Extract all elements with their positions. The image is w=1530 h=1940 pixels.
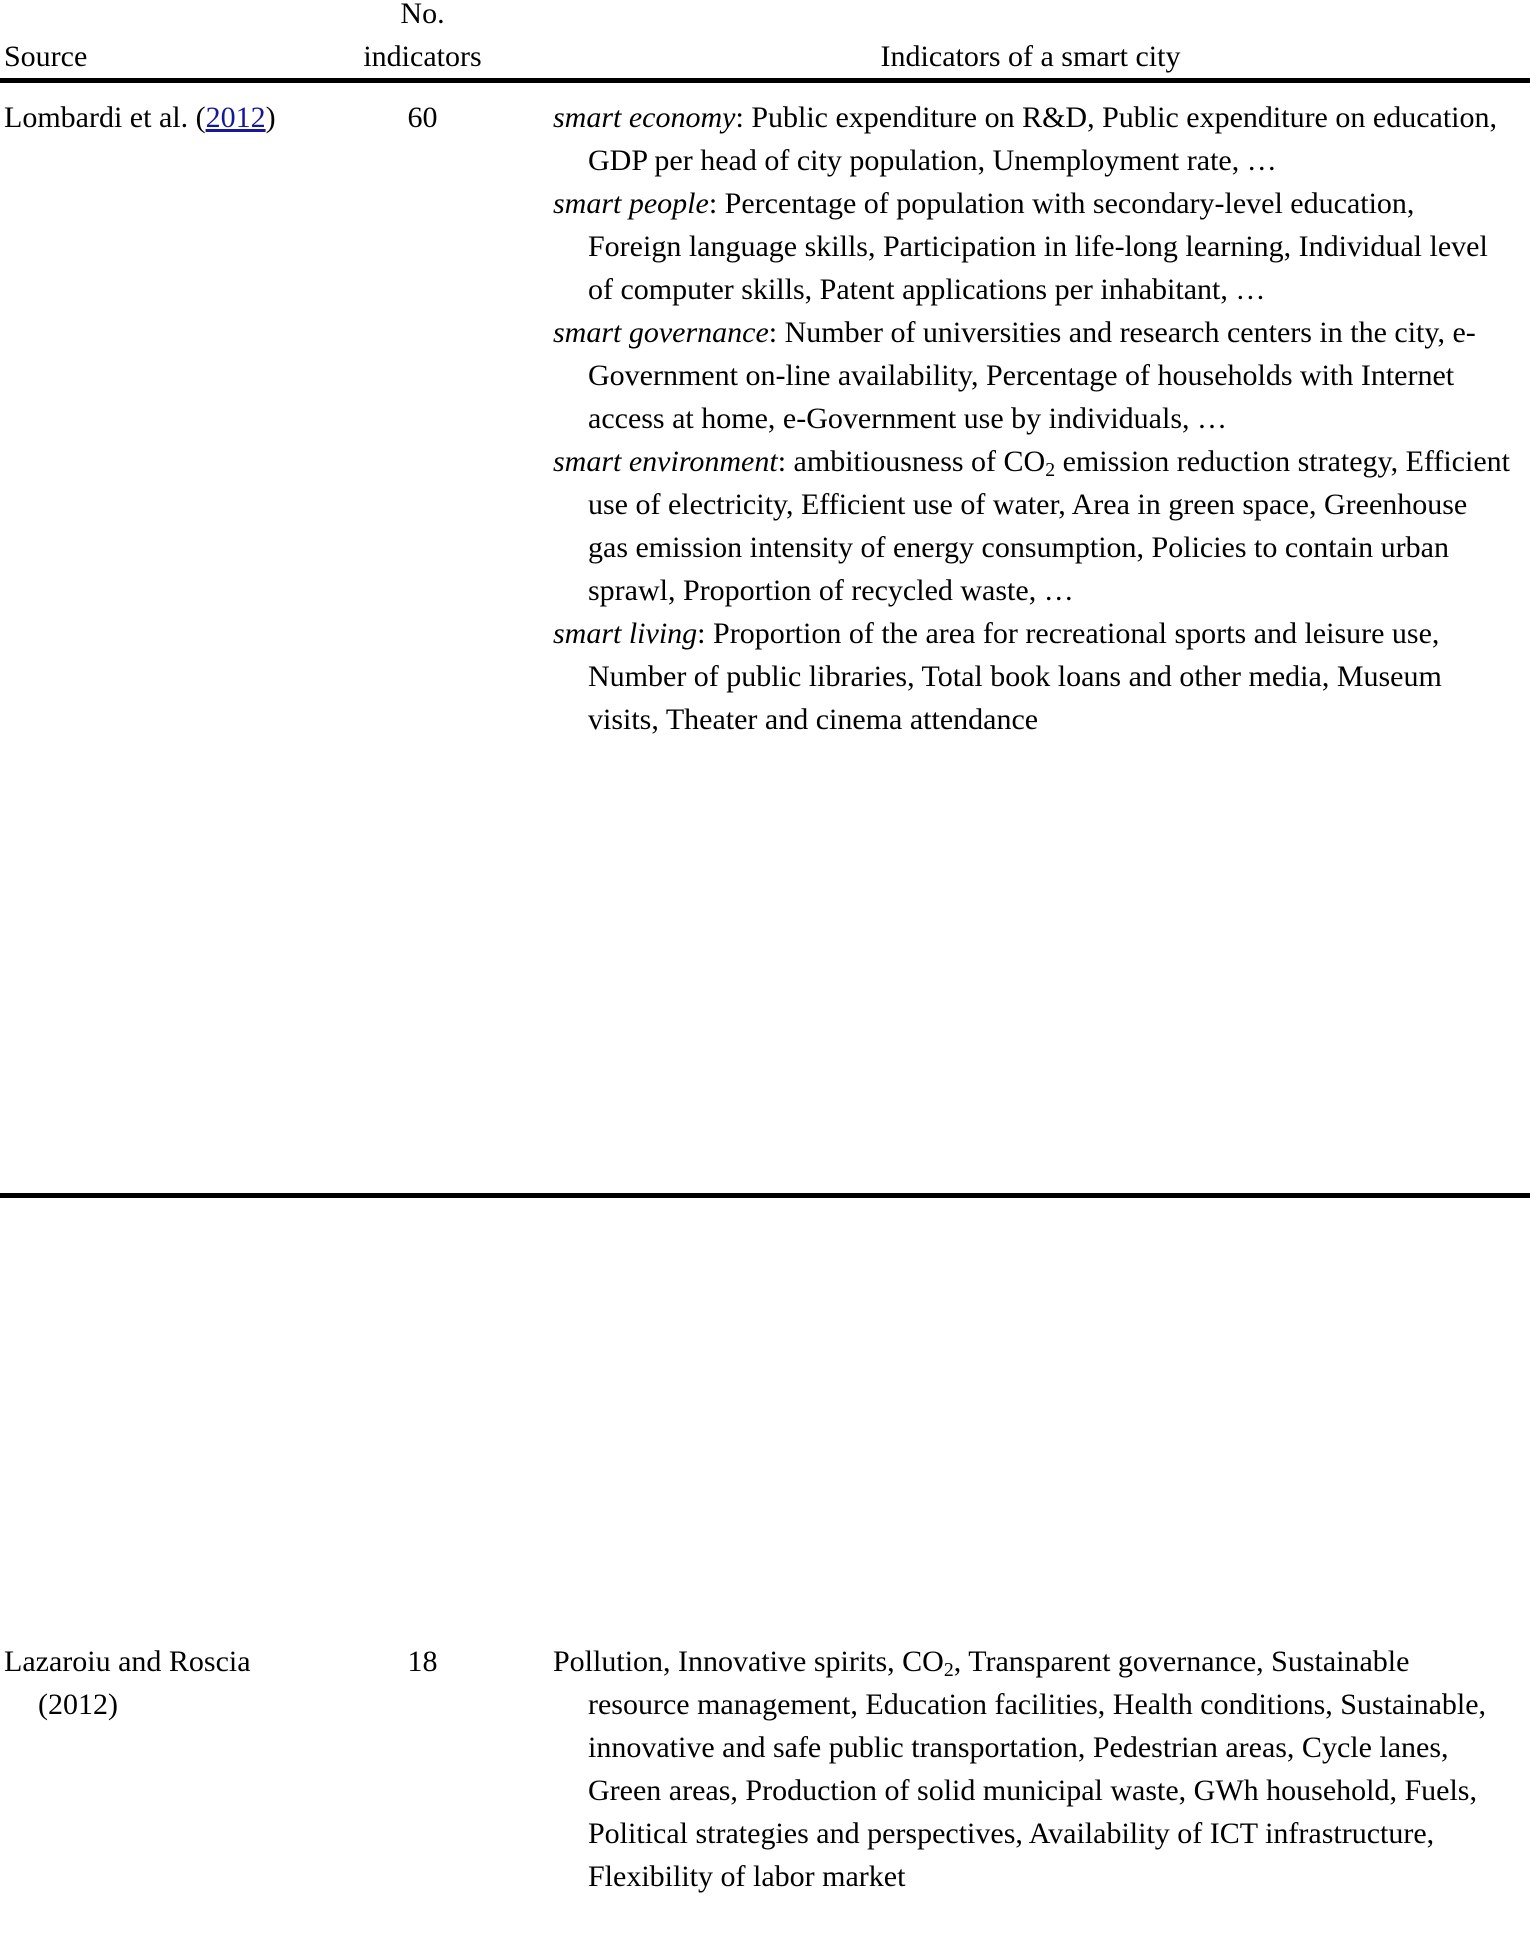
indicator-category-label: smart environment	[553, 445, 778, 478]
co2-subscript: 2	[1045, 458, 1056, 481]
indicator-text: Number of universities and research centers in the city, e-Government on-line availability, Percentage of households with Internet access at home, e-Government use by individuals, …	[588, 316, 1476, 435]
indicator-separator: :	[768, 316, 785, 349]
bottom-rule	[0, 1193, 1530, 1198]
indicator-separator: :	[777, 445, 794, 478]
column-header-no-indicators	[300, 0, 545, 78]
cell-indicators	[553, 1640, 1510, 1898]
column-header-indicators: Indicators of a smart city	[880, 40, 1181, 73]
column-header-source: Source	[4, 40, 88, 73]
cell-source	[4, 96, 294, 139]
indicator-text-part2: , Transparent governance, Sustainable resource management, Education facilities, Health conditions, Sustainable, innovative and safe public transportation, Pedestrian areas, Cycle lanes, Green areas, Production of solid municipal waste, GWh household, Fuels, Political strategies and perspectives, Availability of ICT infrastructure, Flexibility of labor market	[588, 1645, 1487, 1893]
citation-year-link[interactable]: 2012	[205, 101, 266, 134]
indicator-text: Public expenditure on R&D, Public expenditure on education, GDP per head of city population, Unemployment rate, …	[588, 101, 1497, 177]
indicator-category-label: smart economy	[553, 101, 736, 134]
table-header	[0, 0, 1530, 78]
source-name-text: Lombardi et al. (	[4, 101, 206, 134]
indicator-category-label: smart governance	[553, 316, 769, 349]
cell-source: Lazaroiu and Roscia (2012)	[4, 1645, 251, 1721]
indicator-separator: :	[697, 617, 714, 650]
table-row	[0, 1640, 1530, 1940]
cell-indicators	[553, 96, 1510, 741]
cell-no-indicators: 60	[407, 101, 438, 134]
table-body	[0, 96, 1530, 1893]
indicator-paragraph-smart-environment	[553, 440, 1510, 612]
indicator-paragraph-smart-living	[553, 612, 1510, 741]
column-header-no-indicators-line2: indicators	[363, 40, 482, 73]
indicator-text-part2: emission reduction strategy, Efficient use of electricity, Efficient use of water, Area in green space, Greenhouse gas emission intensity of energy consumption, Policies to contain urban sprawl, Proportion of recycled waste, …	[588, 445, 1510, 607]
indicator-paragraph-smart-governance	[553, 311, 1510, 440]
indicator-text-part1: Pollution, Innovative spirits, CO	[553, 1645, 944, 1678]
indicator-paragraph-smart-people	[553, 182, 1510, 311]
indicator-category-label: smart living	[553, 617, 698, 650]
indicator-separator: :	[708, 187, 725, 220]
indicator-paragraph	[553, 1640, 1510, 1898]
co2-subscript: 2	[943, 1658, 954, 1681]
indicator-paragraph-smart-economy	[553, 96, 1510, 182]
column-header-no-indicators-line1: No.	[400, 0, 445, 30]
header-rule	[0, 78, 1530, 83]
table-row	[0, 96, 1530, 868]
indicator-text: Percentage of population with secondary-level education, Foreign language skills, Participation in life-long learning, Individual level of computer skills, Patent applications per inhabitant, …	[588, 187, 1488, 306]
indicator-separator: :	[735, 101, 752, 134]
indicator-text: Proportion of the area for recreational sports and leisure use, Number of public libraries, Total book loans and other media, Museum visits, Theater and cinema attendance	[588, 617, 1442, 736]
source-name-suffix: )	[265, 101, 276, 134]
indicator-text-part1: ambitiousness of CO	[793, 445, 1046, 478]
indicator-category-label: smart people	[553, 187, 709, 220]
cell-no-indicators: 18	[407, 1645, 438, 1678]
